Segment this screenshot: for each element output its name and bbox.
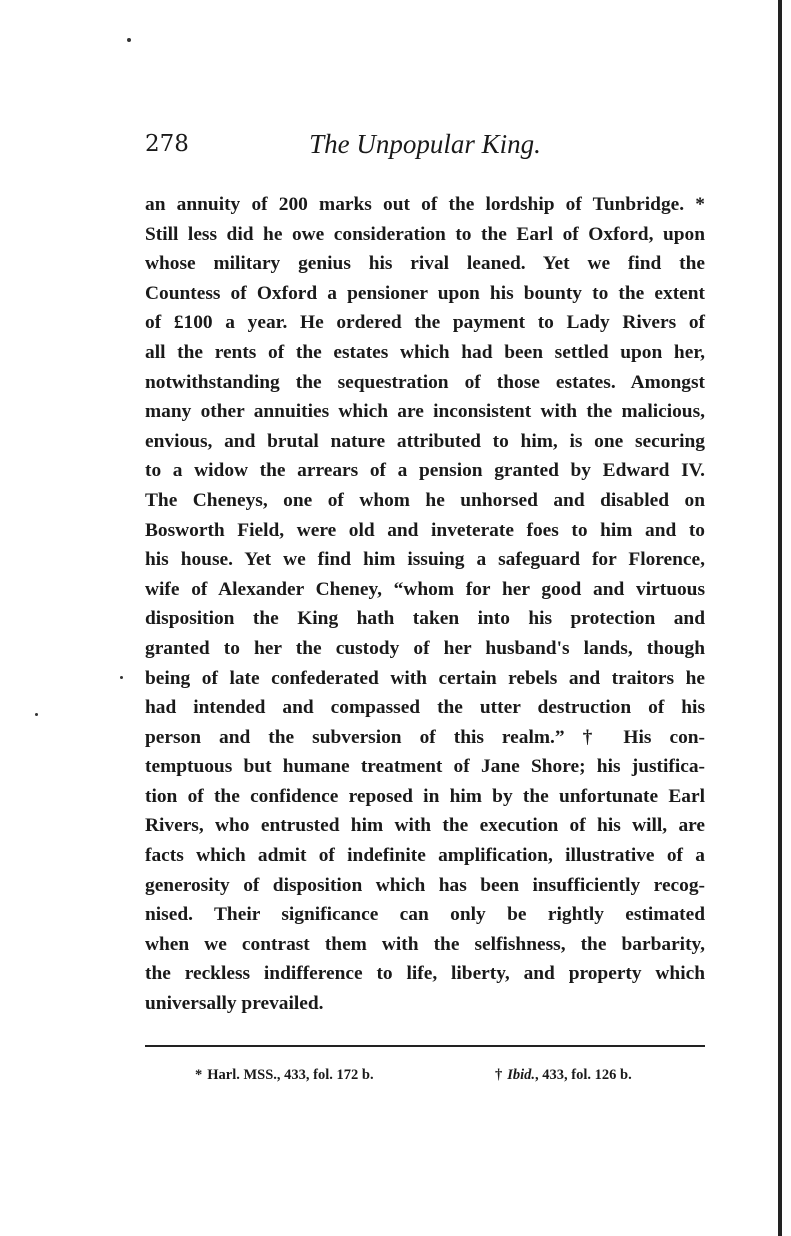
text-line: Still less did he owe consideration to the Earl of Oxford, upon	[145, 223, 705, 245]
body-text	[145, 190, 705, 1019]
footnote-mark: †	[495, 1067, 503, 1083]
text-line: nised. Their significance can only be rightly estimated	[145, 904, 705, 926]
text-line: universally prevailed.	[145, 993, 324, 1015]
text-line: had intended and compassed the utter destruction of his	[145, 697, 705, 719]
text-line: temptuous but humane treatment of Jane Shore; his justifica-	[145, 756, 705, 778]
text-line: Countess of Oxford a pensioner upon his bounty to the extent	[145, 282, 705, 304]
text-line: disposition the King hath taken into his protection and	[145, 608, 705, 630]
footnote-second	[495, 1064, 632, 1086]
footnote-text: Harl. MSS., 433, fol. 172 b.	[207, 1067, 374, 1083]
running-title: The Unpopular King.	[309, 129, 541, 159]
text-line: envious, and brutal nature attributed to him, is one securing	[145, 430, 705, 452]
text-line: facts which admit of indefinite amplification, illustrative of a	[145, 845, 705, 867]
text-line: person and the subversion of this realm.” † His con-	[145, 726, 705, 748]
page-number: 278	[145, 131, 189, 157]
text-line: Bosworth Field, were old and inveterate foes to him and to	[145, 519, 705, 541]
text-line: his house. Yet we find him issuing a safeguard for Florence,	[145, 549, 705, 571]
text-line: many other annuities which are inconsistent with the malicious,	[145, 401, 705, 423]
footnote-text: , 433, fol. 126 b.	[535, 1067, 632, 1083]
text-line: notwithstanding the sequestration of those estates. Amongst	[145, 371, 705, 393]
text-line: of £100 a year. He ordered the payment to Lady Rivers of	[145, 312, 705, 334]
text-line: all the rents of the estates which had been settled upon her,	[145, 341, 705, 363]
text-line: when we contrast them with the selfishness, the barbarity,	[145, 933, 705, 955]
text-line: generosity of disposition which has been insufficiently recog-	[145, 874, 705, 896]
text-line: to a widow the arrears of a pension granted by Edward IV.	[145, 460, 705, 482]
text-line: tion of the confidence reposed in him by the unfortunate Earl	[145, 785, 705, 807]
text-line: being of late confederated with certain rebels and traitors he	[145, 667, 705, 689]
footnote-first	[195, 1064, 374, 1086]
text-line: The Cheneys, one of whom he unhorsed and disabled on	[145, 489, 705, 511]
text-line: the reckless indifference to life, liberty, and property which	[145, 963, 705, 985]
binding-edge	[778, 0, 782, 1236]
text-line: whose military genius his rival leaned. Yet we find the	[145, 253, 705, 275]
text-line: wife of Alexander Cheney, “whom for her good and virtuous	[145, 578, 705, 600]
page-header	[145, 128, 705, 164]
speck	[35, 713, 38, 716]
footnotes	[145, 1064, 705, 1088]
footnote-mark: *	[195, 1067, 203, 1083]
text-line: granted to her the custody of her husband's lands, though	[145, 637, 705, 659]
speck	[120, 676, 123, 679]
speck	[127, 38, 131, 42]
footnote-work: Ibid.	[507, 1067, 536, 1083]
text-line: an annuity of 200 marks out of the lordship of Tunbridge. *	[145, 194, 705, 215]
text-line: Rivers, who entrusted him with the execution of his will, are	[145, 815, 705, 837]
footnote-rule	[145, 1045, 705, 1047]
